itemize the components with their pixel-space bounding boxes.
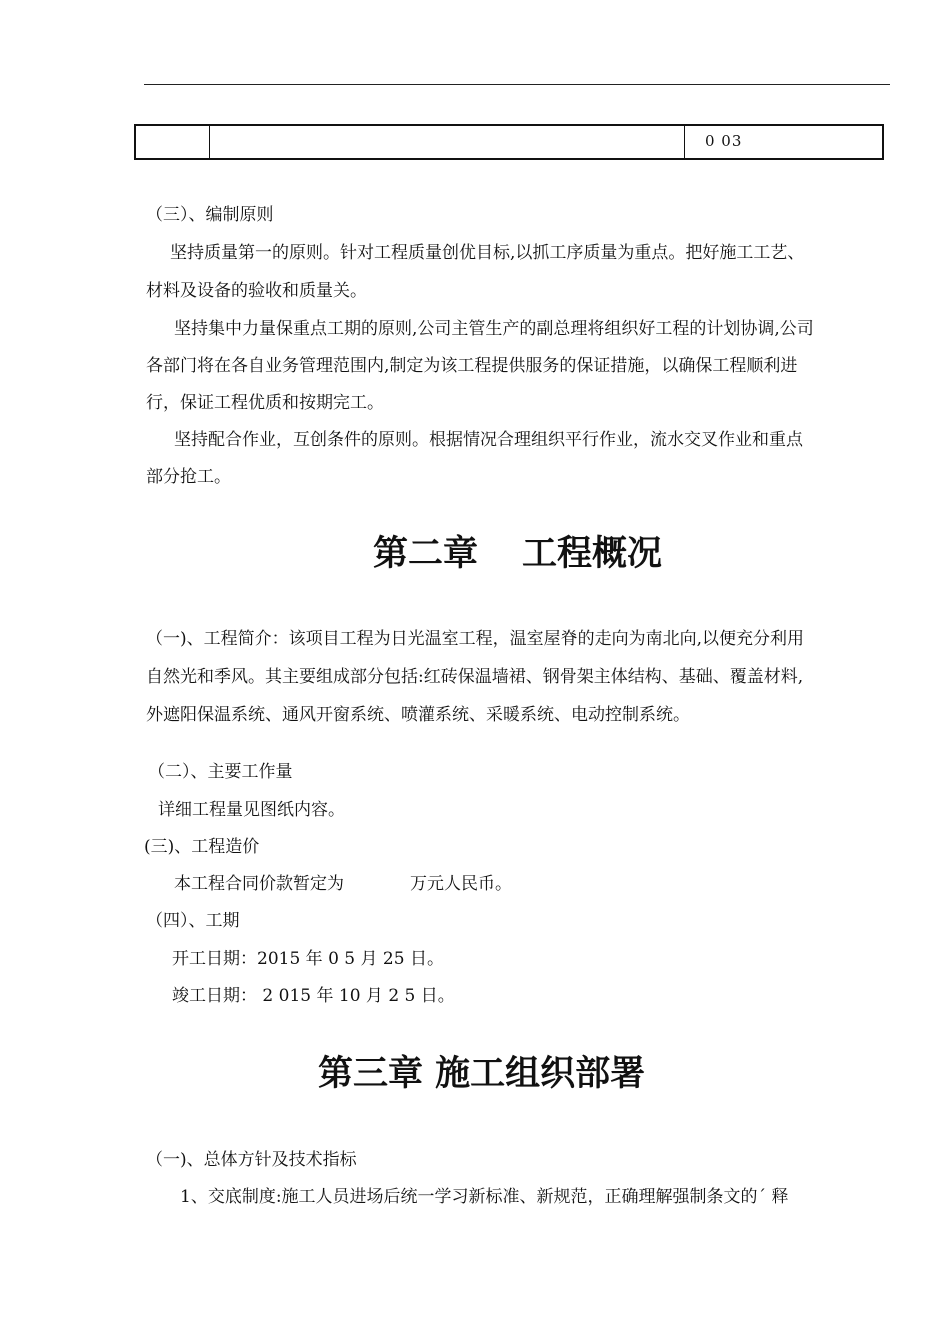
paragraph-line: 材料及设备的验收和质量关。 (146, 281, 367, 301)
section-heading-cost: (三)、工程造价 (144, 837, 260, 857)
start-date: 开工日期：2015 年 0 5 月 25 日。 (172, 949, 444, 969)
chapter-title: 第三章 施工组织部署 (318, 1053, 646, 1094)
section-heading-period: （四）、工期 (146, 911, 240, 931)
section-heading-workload: （二）、主要工作量 (148, 762, 293, 782)
cost-text-after: 万元人民币。 (410, 874, 512, 894)
paragraph-line: 各部门将在各自业务管理范围内,制定为该工程提供服务的保证措施，以确保工程顺利进 (146, 356, 798, 376)
table-cell-value: 0 03 (705, 132, 743, 150)
paragraph-line: 部分抢工。 (146, 467, 231, 487)
section-heading-policy: （一)、总体方针及技术指标 (146, 1150, 357, 1170)
paragraph-line: 坚持集中力量保重点工期的原则,公司主管生产的副总理将组织好工程的计划协调,公司 (174, 319, 814, 339)
chapter-title-name: 工程概况 (522, 533, 663, 574)
header-rule (144, 84, 890, 85)
cost-text-before: 本工程合同价款暂定为 (174, 874, 344, 894)
paragraph-line: （一)、工程简介：该项目工程为日光温室工程，温室屋脊的走向为南北向,以便充分利用 (146, 629, 805, 649)
paragraph-line: 详细工程量见图纸内容。 (158, 800, 345, 820)
section-heading-principles: （三）、编制原则 (146, 205, 274, 225)
table-cell (136, 126, 210, 158)
table-cell (210, 126, 685, 158)
paragraph-line: 行，保证工程优质和按期完工。 (146, 393, 384, 413)
top-table (134, 124, 884, 160)
paragraph-line: 坚持配合作业，互创条件的原则。根据情况合理组织平行作业，流水交叉作业和重点 (174, 430, 803, 450)
chapter-title-number: 第二章 (373, 533, 479, 574)
paragraph-line: 自然光和季风。其主要组成部分包括:红砖保温墙裙、钢骨架主体结构、基础、覆盖材料, (146, 667, 804, 687)
paragraph-line: 坚持质量第一的原则。针对工程质量创优目标,以抓工序质量为重点。把好施工工艺、 (170, 243, 805, 263)
paragraph-line: 外遮阳保温系统、通风开窗系统、喷灌系统、采暖系统、电动控制系统。 (146, 705, 690, 725)
end-date: 竣工日期： 2 015 年 10 月 2 5 日。 (172, 986, 455, 1006)
paragraph-line: 1、交底制度:施工人员进场后统一学习新标准、新规范，正确理解强制条文的´ 释 (180, 1187, 789, 1207)
